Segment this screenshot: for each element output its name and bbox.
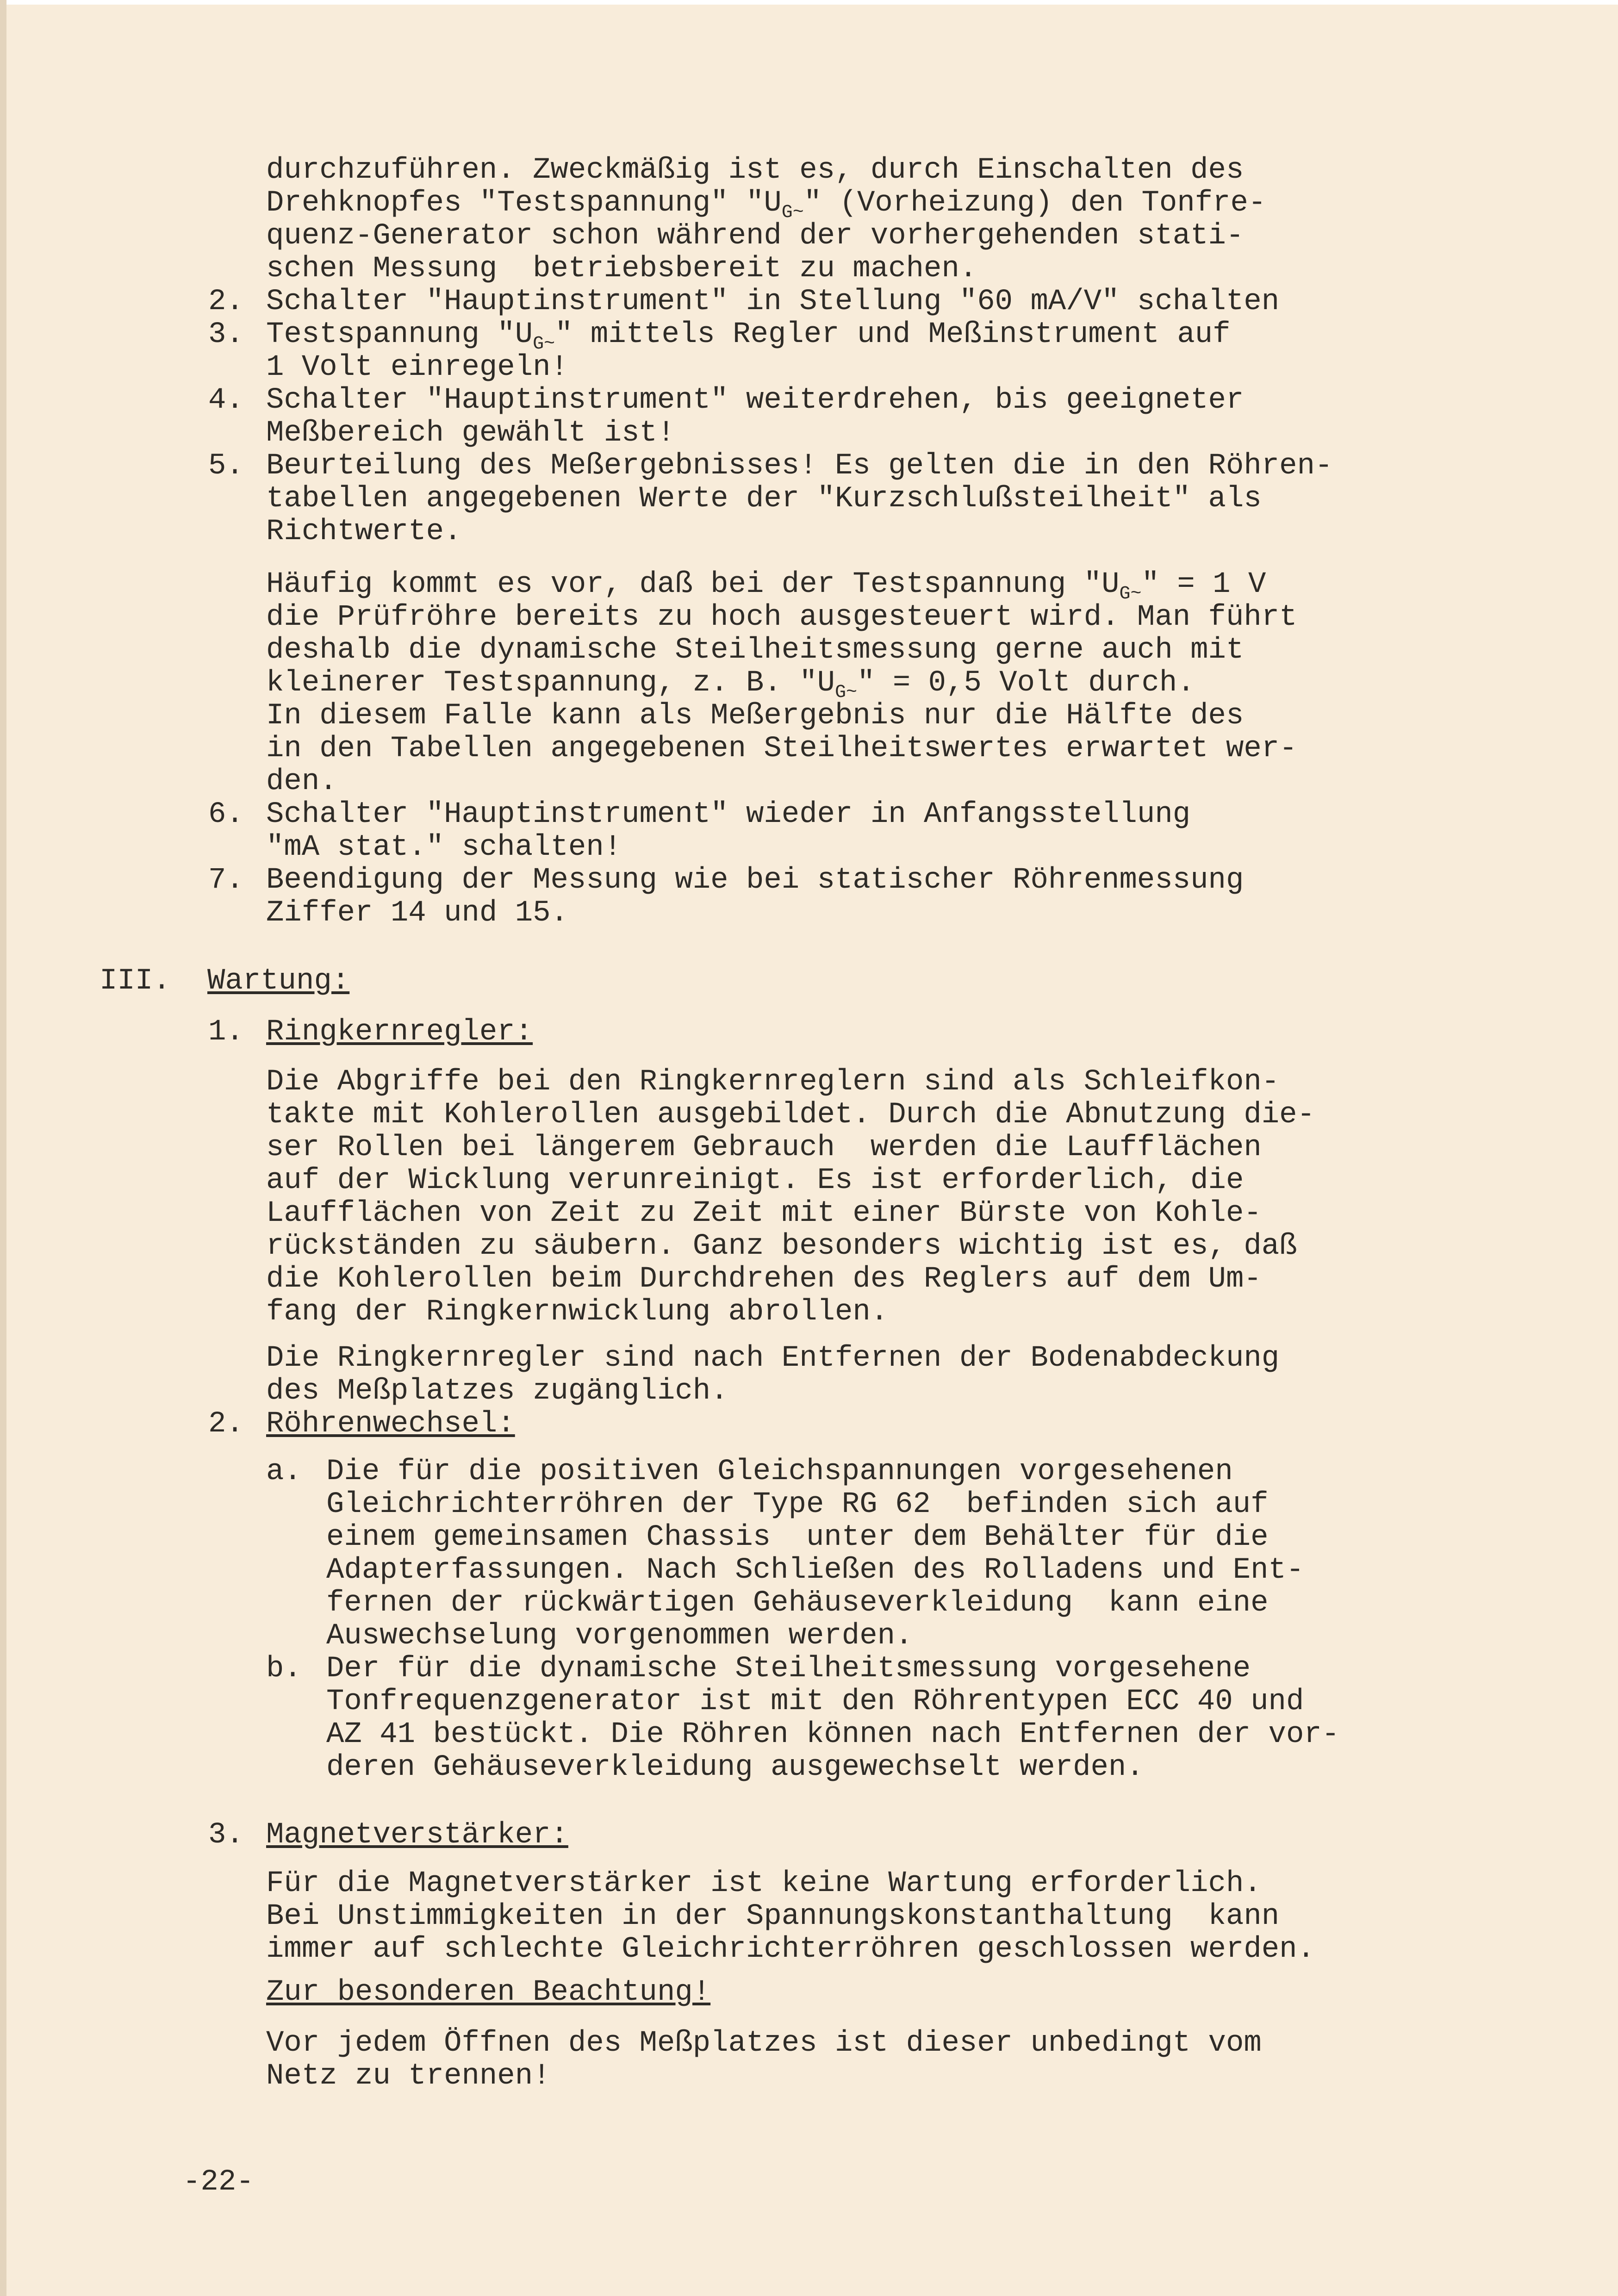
subitem-text: Auswechselung vorgenommen werden. xyxy=(326,1619,913,1653)
item-number: 2. xyxy=(208,1407,244,1441)
paragraph-text: rückständen zu säubern. Ganz besonders wichtig ist es, daß xyxy=(266,1230,1297,1263)
note-line xyxy=(266,765,337,798)
paragraph-text: auf der Wicklung verunreinigt. Es ist erforderlich, die xyxy=(266,1164,1244,1197)
paragraph-line xyxy=(266,1066,1279,1099)
subitem-text: Die für die positiven Gleichspannungen vorgesehenen xyxy=(326,1455,1233,1488)
subitem-text: AZ 41 bestückt. Die Röhren können nach Entfernen der vor- xyxy=(326,1718,1340,1751)
paragraph-text: fang der Ringkernwicklung abrollen. xyxy=(266,1295,889,1329)
subitem-line xyxy=(326,1587,1269,1620)
paragraph-text: Laufflächen von Zeit zu Zeit mit einer Bürste von Kohle- xyxy=(266,1197,1262,1230)
paragraph-line xyxy=(266,1230,1297,1263)
step-text: tabellen angegebenen Werte der "Kurzschlußsteilheit" als xyxy=(266,482,1262,516)
subitem-text: fernen der rückwärtigen Gehäuseverkleidung kann eine xyxy=(326,1587,1269,1620)
step-text: Schalter "Hauptinstrument" wieder in Anfangsstellung xyxy=(266,798,1191,831)
item-number: 3. xyxy=(208,1818,244,1852)
item-title: Ringkernregler: xyxy=(266,1015,533,1049)
warning-text: Netz zu trennen! xyxy=(266,2060,551,2093)
paragraph-text: Bei Unstimmigkeiten in der Spannungskonstanthaltung kann xyxy=(266,1900,1280,1933)
item-heading xyxy=(208,1819,568,1852)
step-text: Testspannung "U xyxy=(266,318,533,351)
step-line xyxy=(266,897,568,930)
intro-line xyxy=(266,154,1244,187)
paragraph-line xyxy=(266,1197,1262,1230)
intro-line xyxy=(266,220,1244,253)
step-text: "mA stat." schalten! xyxy=(266,831,622,864)
step-line xyxy=(208,450,1332,483)
warning-line xyxy=(266,2027,1262,2060)
step-line xyxy=(208,286,1279,318)
intro-text: Drehknopfes "Testspannung" "U xyxy=(266,187,782,220)
warning-text: Vor jedem Öffnen des Meßplatzes ist dieser unbedingt vom xyxy=(266,2027,1262,2060)
step-line xyxy=(266,351,568,384)
paragraph-line xyxy=(266,1900,1279,1933)
subitem-text: deren Gehäuseverkleidung ausgewechselt werden. xyxy=(326,1751,1144,1784)
note-line xyxy=(266,700,1244,733)
note-text: kleinerer Testspannung, z. B. "U xyxy=(266,666,835,700)
step-text: Meßbereich gewählt ist! xyxy=(266,417,675,450)
subitem-text: Adapterfassungen. Nach Schließen des Rolladens und Ent- xyxy=(326,1554,1304,1587)
subitem-line xyxy=(266,1653,1251,1686)
step-text: Schalter "Hauptinstrument" weiterdrehen, bis geeigneter xyxy=(266,384,1244,417)
subitem-line xyxy=(266,1456,1233,1488)
subitem-label: a. xyxy=(266,1455,302,1488)
step-line xyxy=(266,483,1262,516)
note-line xyxy=(266,601,1297,634)
section-heading xyxy=(100,965,349,998)
step-text: Beendigung der Messung wie bei statischer Röhrenmessung xyxy=(266,864,1244,897)
subscript-g-tilde: G~ xyxy=(835,682,858,703)
intro-text: schen Messung betriebsbereit zu machen. xyxy=(266,252,977,286)
paragraph-line xyxy=(266,1296,888,1329)
item-heading xyxy=(208,1408,515,1441)
subitem-line xyxy=(326,1686,1304,1718)
warning-line xyxy=(266,2060,551,2093)
item-title: Magnetverstärker: xyxy=(266,1818,568,1852)
step-number: 3. xyxy=(208,318,244,351)
note-text: " = 1 V xyxy=(1141,568,1266,601)
paragraph-line xyxy=(266,1933,1315,1966)
note-text: deshalb die dynamische Steilheitsmessung gerne auch mit xyxy=(266,634,1244,667)
subitem-line xyxy=(326,1554,1304,1587)
paragraph-line xyxy=(266,1099,1315,1132)
note-text: den. xyxy=(266,765,337,798)
item-heading xyxy=(208,1016,533,1049)
step-text: Richtwerte. xyxy=(266,515,462,548)
paragraph-line xyxy=(266,1867,1262,1900)
subitem-line xyxy=(326,1718,1339,1751)
paragraph-text: des Meßplatzes zugänglich. xyxy=(266,1375,728,1408)
paragraph-line xyxy=(266,1375,728,1408)
step-text: Schalter "Hauptinstrument" in Stellung "60 mA/V" schalten xyxy=(266,285,1280,318)
note-line xyxy=(266,568,1266,604)
note-text: in den Tabellen angegebenen Steilheitswertes erwartet wer- xyxy=(266,732,1297,765)
intro-line xyxy=(266,187,1266,223)
subitem-text: Der für die dynamische Steilheitsmessung vorgesehene xyxy=(326,1652,1251,1686)
page-number-line xyxy=(183,2166,254,2199)
step-text: " mittels Regler und Meßinstrument auf xyxy=(555,318,1231,351)
step-number: 7. xyxy=(208,864,244,897)
note-text: " = 0,5 Volt durch. xyxy=(857,666,1195,700)
paragraph-line xyxy=(266,1164,1244,1197)
page-number: -22- xyxy=(183,2165,254,2199)
subitem-text: Tonfrequenzgenerator ist mit den Röhrentypen ECC 40 und xyxy=(326,1685,1304,1718)
paragraph-text: ser Rollen bei längerem Gebrauch werden die Laufflächen xyxy=(266,1131,1262,1164)
subscript-g-tilde: G~ xyxy=(781,202,804,223)
note-line xyxy=(266,634,1244,667)
paragraph-text: immer auf schlechte Gleichrichterröhren geschlossen werden. xyxy=(266,1933,1315,1966)
step-line xyxy=(266,516,461,548)
note-text: In diesem Falle kann als Meßergebnis nur die Hälfte des xyxy=(266,699,1244,733)
paragraph-line xyxy=(266,1342,1279,1375)
note-text: die Prüfröhre bereits zu hoch ausgesteuert wird. Man führt xyxy=(266,601,1297,634)
step-text: 1 Volt einregeln! xyxy=(266,351,568,384)
paragraph-text: die Kohlerollen beim Durchdrehen des Reglers auf dem Um- xyxy=(266,1263,1262,1296)
intro-text: " (Vorheizung) den Tonfre- xyxy=(803,187,1266,220)
subitem-text: einem gemeinsamen Chassis unter dem Behälter für die xyxy=(326,1521,1269,1554)
step-number: 5. xyxy=(208,449,244,483)
subitem-line xyxy=(326,1751,1144,1784)
subscript-g-tilde: G~ xyxy=(1119,584,1142,604)
step-text: Ziffer 14 und 15. xyxy=(266,896,568,930)
intro-text: quenz-Generator schon während der vorhergehenden stati- xyxy=(266,219,1244,253)
step-line xyxy=(266,831,622,864)
step-text: Beurteilung des Meßergebnisses! Es gelten die in den Röhren- xyxy=(266,449,1333,483)
section-title: Wartung: xyxy=(207,964,350,998)
subitem-line xyxy=(326,1620,913,1653)
item-number: 1. xyxy=(208,1015,244,1049)
note-text: Häufig kommt es vor, daß bei der Testspannung "U xyxy=(266,568,1120,601)
intro-line xyxy=(266,253,977,286)
paragraph-text: Für die Magnetverstärker ist keine Wartung erforderlich. xyxy=(266,1867,1262,1900)
paragraph-line xyxy=(266,1132,1262,1164)
step-line xyxy=(208,384,1244,417)
step-number: 6. xyxy=(208,798,244,831)
subscript-g-tilde: G~ xyxy=(533,334,555,355)
step-number: 2. xyxy=(208,285,244,318)
step-line xyxy=(208,318,1231,355)
step-line xyxy=(266,417,675,450)
note-line xyxy=(266,666,1195,703)
paragraph-text: Die Ringkernregler sind nach Entfernen der Bodenabdeckung xyxy=(266,1342,1280,1375)
subitem-line xyxy=(326,1488,1269,1521)
note-line xyxy=(266,733,1297,765)
step-number: 4. xyxy=(208,384,244,417)
warning-heading xyxy=(266,1976,710,2009)
warning-title: Zur besonderen Beachtung! xyxy=(266,1976,711,2009)
paragraph-text: takte mit Kohlerollen ausgebildet. Durch die Abnutzung die- xyxy=(266,1098,1315,1132)
subitem-label: b. xyxy=(266,1652,302,1686)
subitem-line xyxy=(326,1521,1269,1554)
paragraph-line xyxy=(266,1263,1262,1296)
paragraph-text: Die Abgriffe bei den Ringkernreglern sind als Schleifkon- xyxy=(266,1065,1280,1099)
step-line xyxy=(208,864,1244,897)
intro-text: durchzuführen. Zweckmäßig ist es, durch Einschalten des xyxy=(266,154,1244,187)
section-number: III. xyxy=(100,964,171,998)
subitem-text: Gleichrichterröhren der Type RG 62 befinden sich auf xyxy=(326,1488,1269,1521)
step-line xyxy=(208,798,1190,831)
item-title: Röhrenwechsel: xyxy=(266,1407,515,1441)
